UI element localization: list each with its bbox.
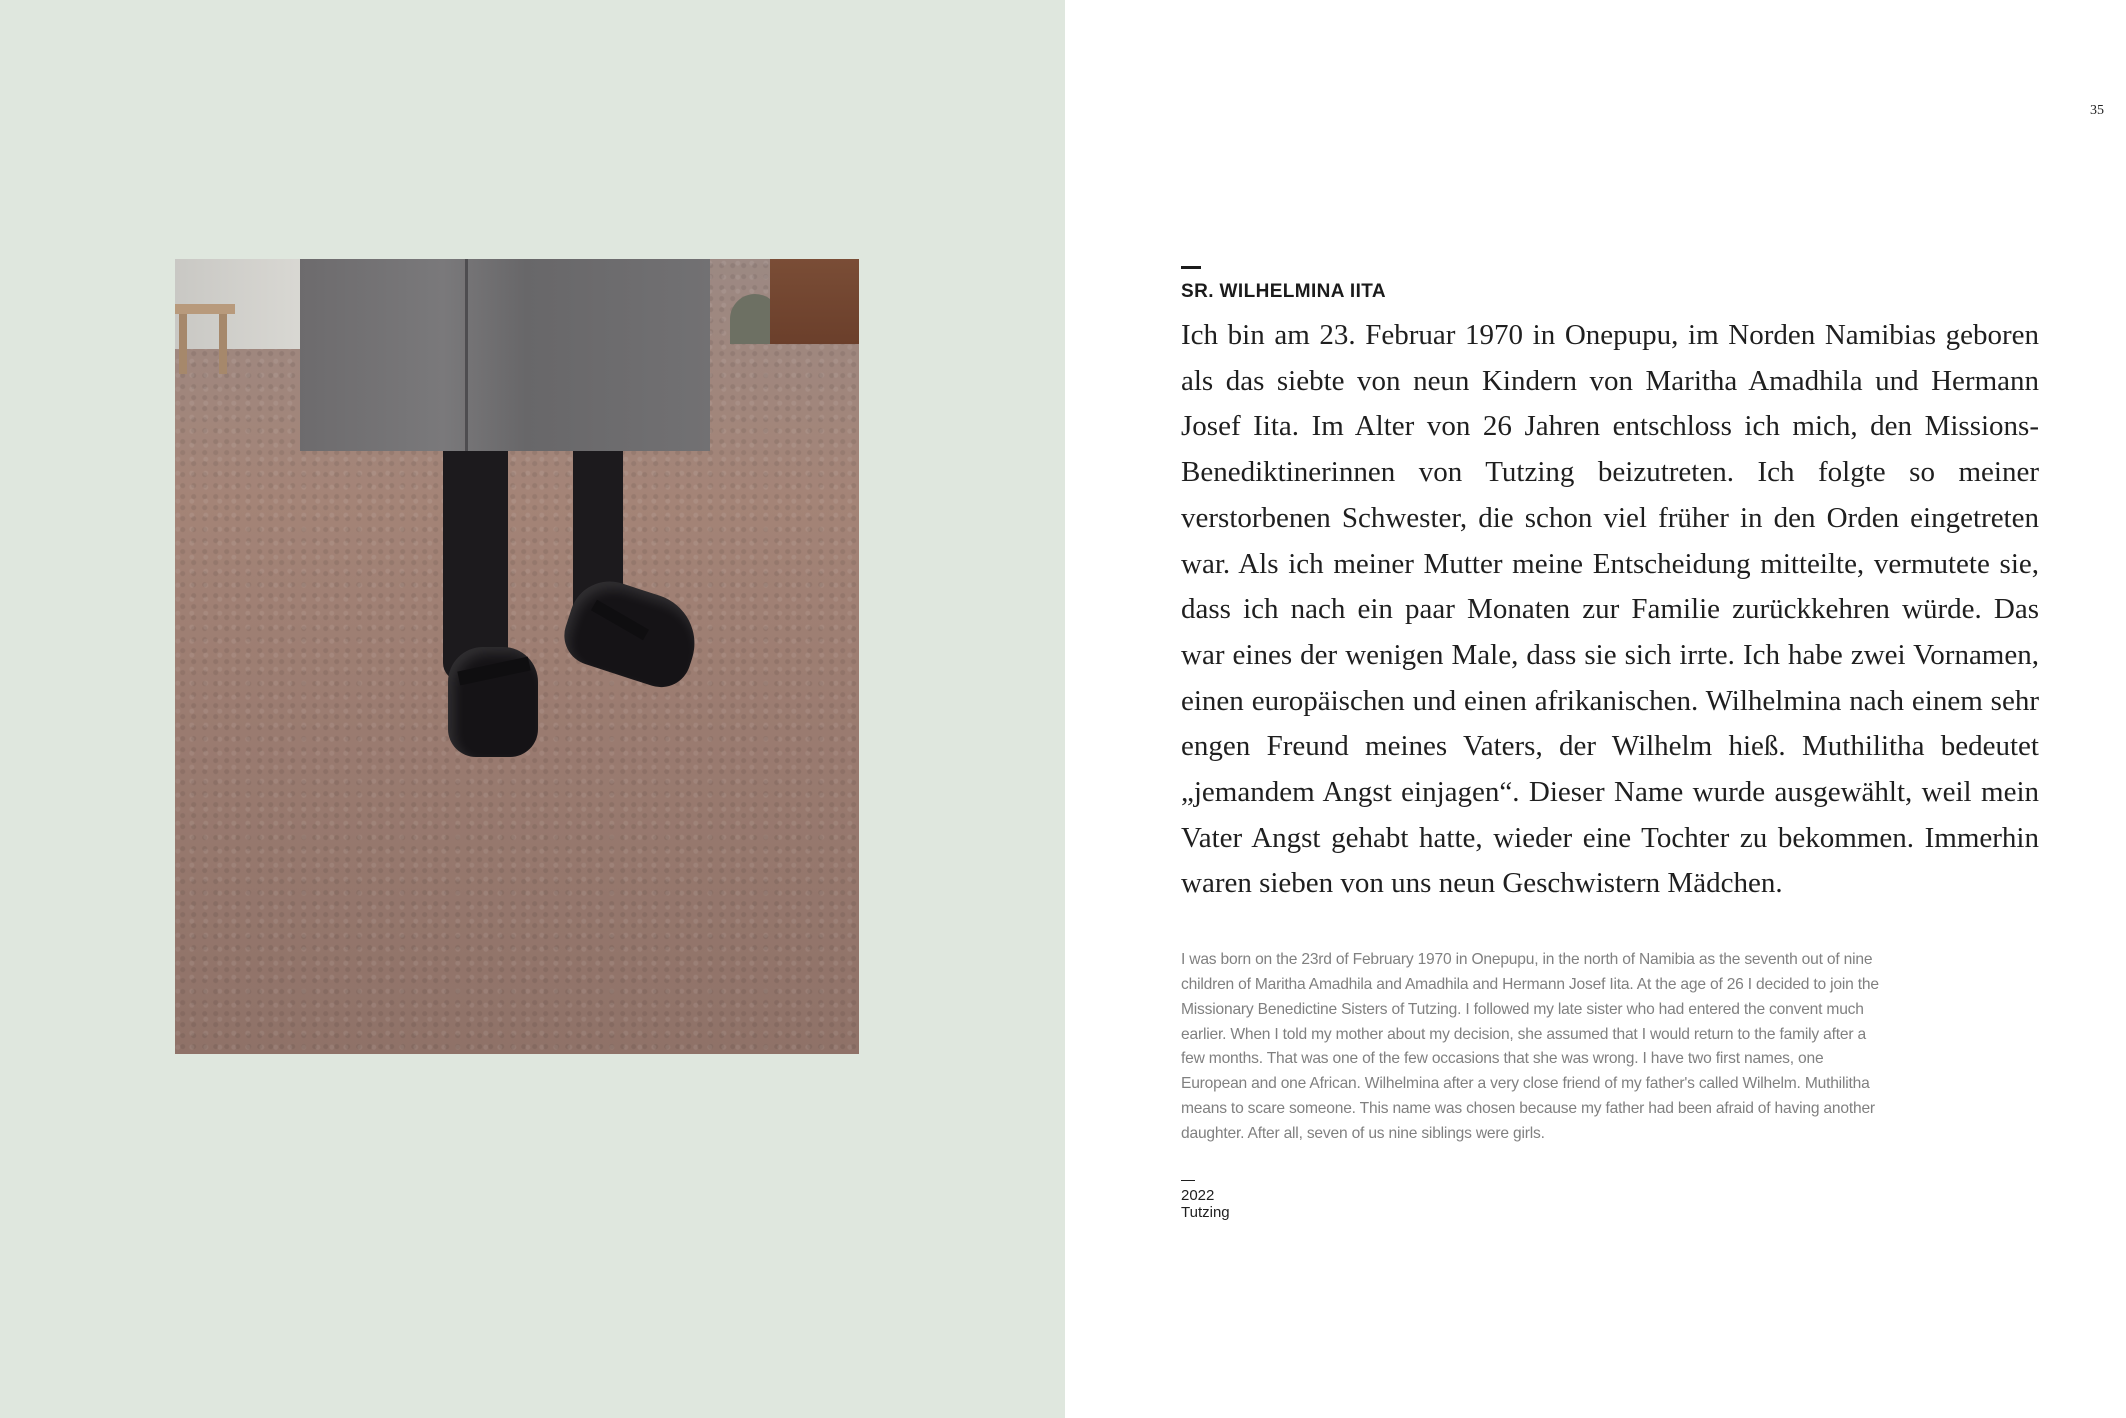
photo-bench xyxy=(175,304,235,374)
article xyxy=(1181,266,2041,1221)
article-title: SR. WILHELMINA IITA xyxy=(1181,281,1386,302)
english-translation: I was born on the 23rd of February 1970 in Onepupu, in the north of Namibia as the seventh out of nine children of Maritha Amadhila and Amadhila and Hermann Josef Iita. At the age of 26 I decided to join the Missionary Benedictine Sisters of Tutzing. I followed my late sister who had entered the convent much earlier. When I told my mother about my decision, she assumed that I would return to the family after a few months. That was one of the few occasions that she was wrong. I have two first names, one European and one African. Wilhelmina after a very close friend of my father's called Wilhelm. Muthilitha means to scare someone. This name was chosen because my father had been afraid of having another daughter. After all, seven of us nine siblings were girls. xyxy=(1181,951,1879,1142)
photo-skirt xyxy=(300,259,710,451)
meta-rule xyxy=(1181,1180,1195,1181)
heading-rule xyxy=(1181,266,1201,269)
photo-nun-feet xyxy=(175,259,859,1054)
photo-door xyxy=(770,259,859,344)
german-text: Ich bin am 23. Februar 1970 in Onepupu, im Norden Namibias geboren als das siebte von neun Kindern von Maritha Amadhila und Hermann Josef Iita. Im Alter von 26 Jahren entschloss ich mich, den Missions-Benediktinerinnen von Tutzing beizutreten. Ich folgte so meiner verstorbenen Schwester, die schon viel früher in den Orden eingetreten war. Als ich meiner Mutter meine Entscheidung mitteilte, vermutete sie, dass ich nach ein paar Monaten zur Familie zurückkehren würde. Das war eines der wenigen Male, dass sie sich irrte. Ich habe zwei Vornamen, einen europäischen und einen afrikanischen. Wilhelmina nach einem sehr engen Freund meines Vaters, der Wilhelm hieß. Muthilitha bedeutet „jemandem Angst einjagen“. Dieser Name wurde ausgewählt, weil mein Vater Angst gehabt hatte, wieder eine Tochter zu bekommen. Immerhin waren sieben von uns neun Geschwistern Mädchen. xyxy=(1181,319,2039,900)
article-place: Tutzing xyxy=(1181,1203,1230,1221)
article-year: 2022 xyxy=(1181,1186,1215,1204)
article-meta xyxy=(1181,1180,2041,1221)
page-number: 35 xyxy=(2090,103,2104,118)
